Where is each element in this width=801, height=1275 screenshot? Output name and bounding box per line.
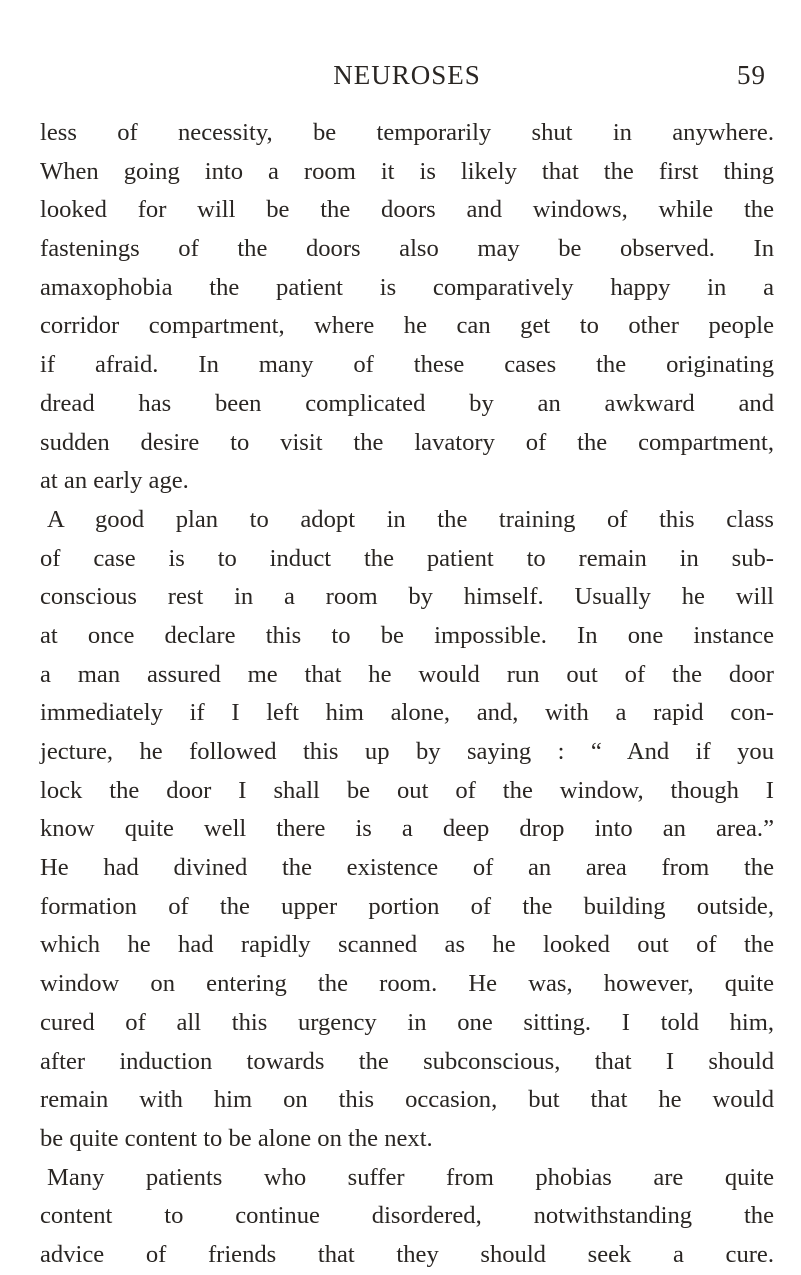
paragraph-end-line: be quite content to be alone on the next. bbox=[40, 1124, 433, 1152]
text-line: formation of the upper portion of the building outside, bbox=[40, 892, 774, 920]
text-line: fastenings of the doors also may be observed. In bbox=[40, 235, 774, 263]
text-line: remain with him on this occasion, but that he would bbox=[40, 1086, 774, 1114]
text-line: dread has been complicated by an awkward and bbox=[40, 389, 774, 417]
text-line: lock the door I shall be out of the window, though I bbox=[40, 776, 774, 804]
text-line: cured of all this urgency in one sitting. I told him, bbox=[40, 1008, 774, 1036]
text-line: of case is to induct the patient to remain in sub- bbox=[40, 544, 774, 572]
text-line: jecture, he followed this up by saying : “ And if you bbox=[40, 738, 774, 765]
text-line: at once declare this to be impossible. In one instance bbox=[40, 621, 774, 649]
paragraph-start-line: Many patients who suffer from phobias are quite bbox=[47, 1163, 774, 1191]
text-line: sudden desire to visit the lavatory of the compartment, bbox=[40, 428, 774, 456]
text-line: content to continue disordered, notwithstanding the bbox=[40, 1202, 774, 1230]
text-line: know quite well there is a deep drop into an area.” bbox=[40, 815, 774, 843]
text-line: amaxophobia the patient is comparatively happy in a bbox=[40, 273, 774, 301]
paragraph-start-line: A good plan to adopt in the training of this class bbox=[47, 505, 774, 533]
text-line: advice of friends that they should seek a cure. bbox=[40, 1240, 774, 1268]
text-line: looked for will be the doors and windows, while the bbox=[40, 196, 774, 224]
text-line: window on entering the room. He was, however, quite bbox=[40, 970, 774, 998]
text-line: When going into a room it is likely that the first thing bbox=[40, 157, 774, 185]
text-line: if afraid. In many of these cases the originating bbox=[40, 351, 774, 379]
text-line: which he had rapidly scanned as he looked out of the bbox=[40, 931, 774, 959]
text-line: conscious rest in a room by himself. Usually he will bbox=[40, 583, 774, 611]
text-line: immediately if I left him alone, and, with a rapid con- bbox=[40, 699, 774, 727]
text-line: He had divined the existence of an area from the bbox=[40, 854, 774, 882]
chapter-title: NEUROSES bbox=[333, 60, 481, 90]
text-line: after induction towards the subconscious, that I should bbox=[40, 1047, 774, 1075]
body-text bbox=[40, 114, 774, 1275]
running-head bbox=[40, 60, 774, 96]
page-number: 59 bbox=[737, 60, 766, 90]
text-line: less of necessity, be temporarily shut in anywhere. bbox=[40, 119, 774, 146]
paragraph-end-line: at an early age. bbox=[40, 467, 189, 495]
text-line: corridor compartment, where he can get to other people bbox=[40, 312, 774, 340]
book-page bbox=[40, 60, 774, 1275]
text-line: a man assured me that he would run out of the door bbox=[40, 660, 774, 688]
